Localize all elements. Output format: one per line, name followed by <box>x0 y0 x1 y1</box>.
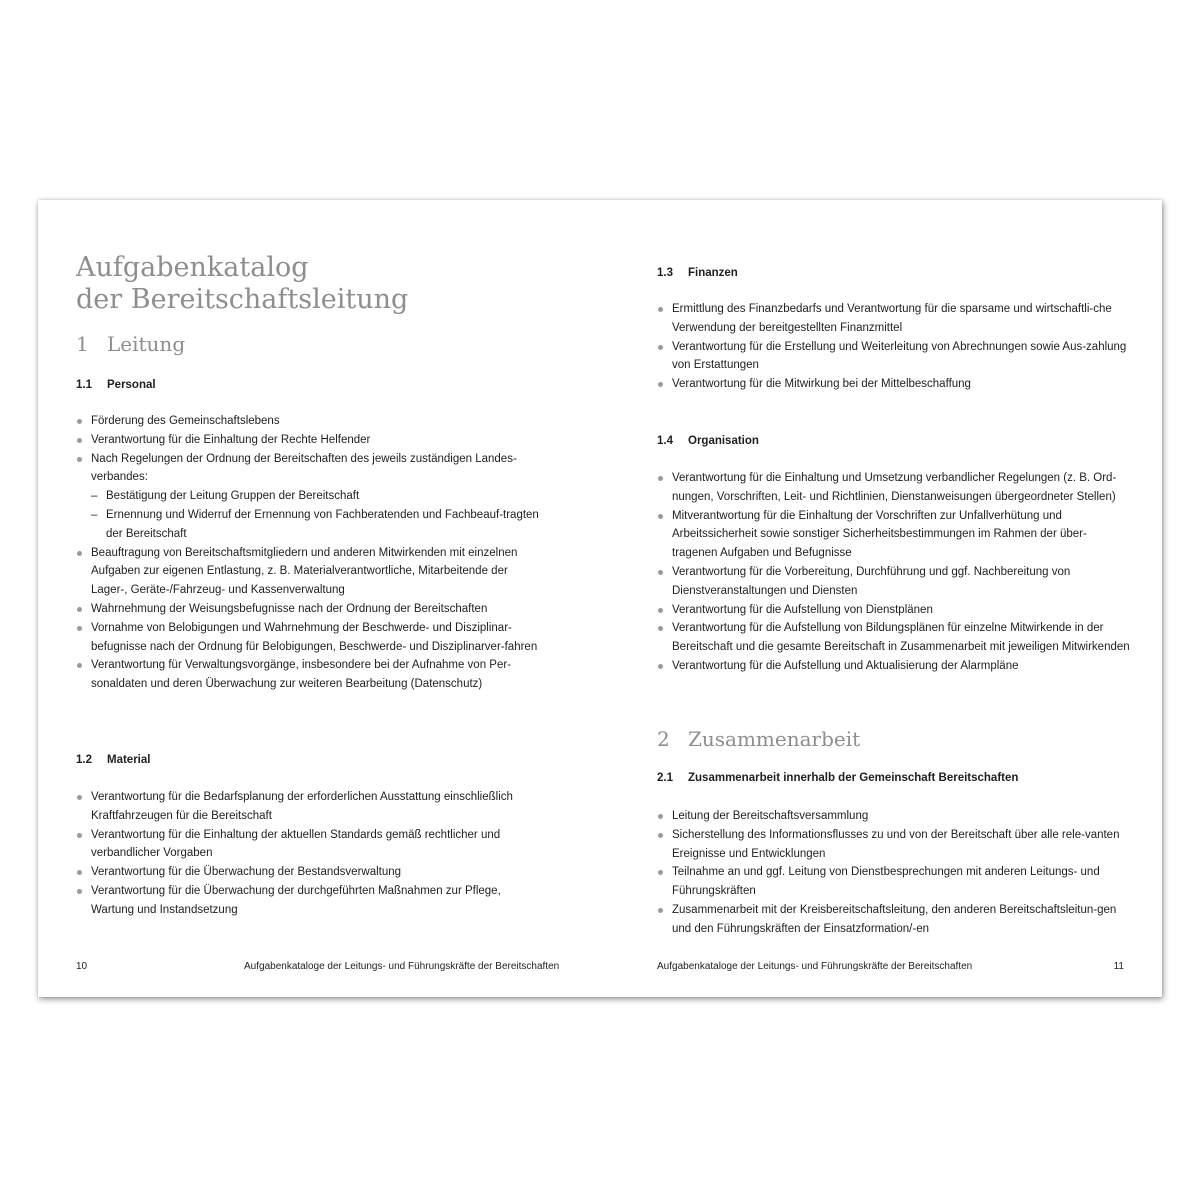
section-number: 1.2 <box>76 754 92 766</box>
chapter-1-heading <box>76 332 185 356</box>
list-item: Mitverantwortung für die Einhaltung der Vorschriften zur Unfallverhütung und Arbeitssicherheit sowie sonstiger Sicherheitsbestimmungen im Rahmen der über-tragenen Aufgaben und Befugnisse <box>657 507 1132 563</box>
list-item: Vornahme von Belobigungen und Wahrnehmung der Beschwerde- und Disziplinar-befugnisse nach der Ordnung für Belobigungen, Beschwerde- und Disziplinarver-fahren <box>76 619 546 657</box>
list-item <box>76 450 546 544</box>
list-item: Leitung der Bereitschaftsversammlung <box>657 807 1127 826</box>
chapter-2-heading <box>657 727 860 751</box>
section-2-1-list <box>657 807 1127 939</box>
chapter-title: Leitung <box>107 332 186 356</box>
sub-list-item: – Bestätigung der Leitung Gruppen der Bereitschaft <box>91 487 546 506</box>
list-item: Verantwortung für die Aufstellung und Aktualisierung der Alarmpläne <box>657 657 1132 676</box>
list-item: Verantwortung für die Einhaltung und Umsetzung verbandlicher Regelungen (z. B. Ord-nungen, Vorschriften, Leit- und Richtlinien, Dienstanweisungen übergeordneter Stellen) <box>657 469 1132 507</box>
section-1-4-list <box>657 469 1132 676</box>
section-1-3-list <box>657 300 1127 394</box>
running-footer-right: Aufgabenkataloge der Leitungs- und Führungskräfte der Bereitschaften <box>657 961 973 972</box>
chapter-number: 2 <box>657 727 670 751</box>
list-item: Verantwortung für die Überwachung der durchgeführten Maßnahmen zur Pflege, Wartung und Instandsetzung <box>76 882 546 920</box>
left-page <box>38 200 600 997</box>
page-number-left: 10 <box>76 961 88 972</box>
title-line-2: der Bereitschaftsleitung <box>76 284 409 315</box>
section-title: Zusammenarbeit innerhalb der Gemeinschaft Bereitschaften <box>688 772 1019 784</box>
section-1-1-heading <box>76 378 156 392</box>
book-spread <box>38 200 1162 997</box>
title-line-1: Aufgabenkatalog <box>76 252 309 283</box>
list-item: Verantwortung für die Aufstellung von Bildungsplänen für einzelne Mitwirkende in der Bereitschaft und die gesamte Bereitschaft in Zusammenarbeit mit jeweiligen Mitwirkenden <box>657 619 1132 657</box>
list-item: Verantwortung für die Aufstellung von Dienstplänen <box>657 601 1132 620</box>
section-title: Personal <box>107 379 156 391</box>
section-1-1-list <box>76 412 546 694</box>
list-item: Verantwortung für die Überwachung der Bestandsverwaltung <box>76 863 546 882</box>
section-title: Material <box>107 754 151 766</box>
section-number: 1.1 <box>76 379 92 391</box>
running-footer-left: Aufgabenkataloge der Leitungs- und Führungskräfte der Bereitschaften <box>244 961 560 972</box>
section-1-2-list <box>76 788 546 920</box>
section-number: 1.4 <box>657 435 673 447</box>
list-item: Verantwortung für die Erstellung und Weiterleitung von Abrechnungen sowie Aus-zahlung von Erstattungen <box>657 338 1127 376</box>
chapter-number: 1 <box>76 332 89 356</box>
list-item: Verantwortung für Verwaltungsvorgänge, insbesondere bei der Aufnahme von Per-sonaldaten und deren Überwachung zur weiteren Bearbeitung (Datenschutz) <box>76 656 546 694</box>
list-item: Verantwortung für die Einhaltung der aktuellen Standards gemäß rechtlicher und verbandlicher Vorgaben <box>76 826 546 864</box>
section-1-2-heading <box>76 753 150 767</box>
page-title <box>76 252 408 316</box>
chapter-title: Zusammenarbeit <box>688 727 861 751</box>
list-item: Verantwortung für die Bedarfsplanung der erforderlichen Ausstattung einschließlich Kraftfahrzeugen für die Bereitschaft <box>76 788 546 826</box>
list-item: Ermittlung des Finanzbedarfs und Verantwortung für die sparsame und wirtschaftli-che Verwendung der bereitgestellten Finanzmittel <box>657 300 1127 338</box>
list-item: Teilnahme an und ggf. Leitung von Dienstbesprechungen mit anderen Leitungs- und Führungskräften <box>657 863 1127 901</box>
section-number: 2.1 <box>657 772 673 784</box>
list-item: Sicherstellung des Informationsflusses zu und von der Bereitschaft über alle rele-vanten Ereignisse und Entwicklungen <box>657 826 1127 864</box>
right-page <box>600 200 1162 997</box>
section-title: Finanzen <box>688 267 738 279</box>
section-1-4-heading <box>657 434 759 448</box>
list-item: Verantwortung für die Vorbereitung, Durchführung und ggf. Nachbereitung von Dienstveranstaltungen und Diensten <box>657 563 1132 601</box>
section-number: 1.3 <box>657 267 673 279</box>
section-title: Organisation <box>688 435 759 447</box>
section-2-1-heading <box>657 771 1018 785</box>
sub-list <box>91 487 546 543</box>
sub-list-item: – Ernennung und Widerruf der Ernennung von Fachberatenden und Fachbeauf-tragten der Bereitschaft <box>91 506 546 544</box>
list-item: Zusammenarbeit mit der Kreisbereitschaftsleitung, den anderen Bereitschaftsleitun-gen und den Führungskräften der Einsatzformation/-en <box>657 901 1127 939</box>
list-item: Verantwortung für die Einhaltung der Rechte Helfender <box>76 431 546 450</box>
list-item: Verantwortung für die Mitwirkung bei der Mittelbeschaffung <box>657 375 1127 394</box>
list-item: Beauftragung von Bereitschaftsmitgliedern und anderen Mitwirkenden mit einzelnen Aufgaben zur eigenen Entlastung, z. B. Materialverantwortliche, Mitarbeitende der Lager-, Geräte-/Fahrzeug- und Kassenverwaltung <box>76 544 546 600</box>
list-item: Förderung des Gemeinschaftslebens <box>76 412 546 431</box>
section-1-3-heading <box>657 266 738 280</box>
list-item: Wahrnehmung der Weisungsbefugnisse nach der Ordnung der Bereitschaften <box>76 600 546 619</box>
list-item-text: Nach Regelungen der Ordnung der Bereitschaften des jeweils zuständigen Landes-verbandes: <box>91 452 517 484</box>
page-number-right: 11 <box>1113 961 1124 972</box>
